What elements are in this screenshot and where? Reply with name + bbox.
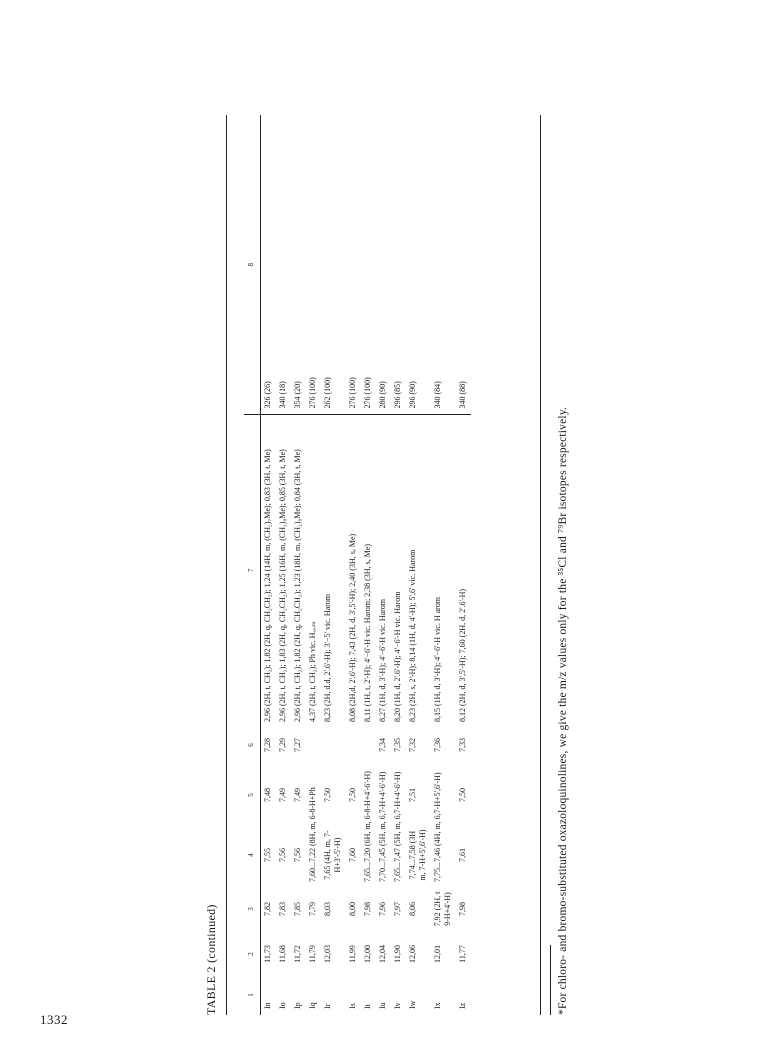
table-row (306, 115, 321, 1015)
column-header: 3 (244, 885, 261, 933)
value-cell: 7,60 (348, 848, 357, 862)
value-cell: 7,85 (293, 902, 302, 916)
value-cell: 7,36 (433, 738, 442, 752)
landscape-table-region (160, 115, 620, 1015)
page-number: 1332 (40, 1012, 68, 1027)
value-cell: 11,99 (348, 945, 357, 963)
value-cell: 7,98 (363, 902, 372, 916)
compound-cell: Iq (308, 1002, 317, 1009)
mz-cell: 326 (26) (261, 115, 277, 415)
compound-cell: Iv (393, 1002, 402, 1009)
value-cell: 7,28 (263, 738, 272, 752)
value-cell: 7,27 (293, 738, 302, 752)
value-cell: 7,92 (2H, t 9-H+4'-H) (433, 891, 452, 927)
compound-cell: Iw (408, 1000, 417, 1009)
compound-cell: Ir (323, 1003, 332, 1009)
compound-cell: It (363, 1004, 372, 1009)
mz-cell: 276 (100) (361, 115, 376, 415)
value-cell: 11,73 (263, 945, 272, 963)
compound-cell: Io (278, 1002, 287, 1009)
table-row (291, 115, 306, 1015)
value-cell: 7,74...7,58 (3H m, 7-H+5',6'-H) (408, 829, 427, 881)
value-cell: 7,50 (323, 788, 332, 802)
spanning-value-cell: 7,65...7,20 (6H, m, 6-8-H+4'-6'-H) (363, 771, 372, 882)
table-row (261, 115, 277, 1015)
mz-cell: 340 (18) (276, 115, 291, 415)
column-header: 5 (244, 765, 261, 825)
nmr-cell: 8,23 (2H, d.d, 2'.6'-H); 3'−5' vic. Harom (323, 593, 332, 722)
value-cell: 11,77 (458, 945, 467, 963)
table-row (276, 115, 291, 1015)
nmr-cell: 2,96 (2H, t, CH₂); 1,83 (2H, q, CH₂CH₂); 1,25 (16H, m, (CH₂)₈Me); 0,85 (3H, t, Me) (278, 449, 287, 722)
mz-cell: 262 (100) (321, 115, 346, 415)
column-header: 2 (244, 933, 261, 975)
footnote: *For chloro- and bromo-substituted oxazoloquinolines, we give the m/z values only for the ³⁵Cl and ⁷⁹Br isotopes respectively. (557, 406, 569, 1015)
spanning-value-cell: 7,60...7,22 (8H, m, 6-8-H+Ph (308, 787, 317, 882)
nmr-cell: 8,27 (1H, d, 3'-H); 4'−6'-H vic. Harom (378, 598, 387, 722)
table-row (391, 115, 406, 1015)
value-cell (346, 725, 361, 765)
mz-cell: 296 (90) (406, 115, 431, 415)
compound-cell: Iu (378, 1002, 387, 1009)
value-cell: 12,03 (323, 945, 332, 963)
value-cell: 7,96 (378, 902, 387, 916)
value-cell: 7,82 (263, 902, 272, 916)
table-caption: TABLE 2 (continued) (204, 904, 218, 1015)
value-cell: 11,79 (308, 945, 317, 963)
spanning-value-cell: 7,70...7,45 (5H, m, 6,7-H+4'-6'-H) (378, 771, 387, 882)
value-cell: 8,03 (323, 902, 332, 916)
column-header: 6 (244, 725, 261, 765)
mz-cell: 340 (88) (456, 115, 471, 415)
mz-cell: 276 (100) (306, 115, 321, 415)
table-row (321, 115, 346, 1015)
value-cell: 12,00 (363, 945, 372, 963)
value-cell: 7,97 (393, 902, 402, 916)
value-cell: 7,33 (458, 738, 467, 752)
nmr-cell: 8,08 (2H,d, 2'.6'-H); 7,43 (2H, d, 3',5'-H); 2,40 (3H, s, Me) (348, 533, 357, 722)
value-cell: 11,90 (393, 945, 402, 963)
value-cell: 8,06 (408, 902, 417, 916)
nmr-cell: 2,96 (2H, t, CH₂); 1,82 (2H, q, CH₂CH₂); 1,23 (18H, m, (CH₂)₉Me); 0,84 (3H, t, Me) (293, 449, 302, 722)
table-row (361, 115, 376, 1015)
value-cell: 7,32 (408, 738, 417, 752)
value-cell: 7,48 (263, 788, 272, 802)
table-row (406, 115, 431, 1015)
column-header: 8 (244, 115, 261, 415)
value-cell: 7,79 (308, 902, 317, 916)
value-cell: 12,01 (433, 945, 442, 963)
nmr-cell: 8,15 (1H, d, 3'-H); 4'−6'-H vic. H arom (433, 596, 442, 722)
value-cell: 7,34 (378, 738, 387, 752)
value-cell: 7,49 (278, 788, 287, 802)
spanning-value-cell: 7,75...7,46 (4H, m, 6,7-H+5',6'-H) (433, 772, 442, 882)
table-row (431, 115, 456, 1015)
footnote-rule (550, 945, 551, 1015)
nmr-cell: 8,20 (1H, d, 2'.6'-H); 4'−6'-H vic. Harom (393, 591, 402, 722)
value-cell: 8,00 (348, 902, 357, 916)
compound-cell: Is (348, 1003, 357, 1009)
column-header: 4 (244, 825, 261, 885)
top-rule (226, 115, 227, 1015)
value-cell: 7,50 (458, 788, 467, 802)
table-row (376, 115, 391, 1015)
value-cell: 7,56 (278, 848, 287, 862)
value-cell: 7,98 (458, 902, 467, 916)
value-cell: 7,35 (393, 738, 402, 752)
nmr-cell: 8,11 (1H, t, 2'-H); 4'−6'-H vic. Harom; 2,38 (3H, s, Me) (363, 543, 372, 722)
nmr-cell: 4,37 (2H, t, CH₂); Ph vic. Hₐᵣₒₘ (308, 621, 317, 722)
compound-cell: Ip (293, 1002, 302, 1009)
value-cell: 7,61 (458, 848, 467, 862)
compound-cell: In (263, 1002, 272, 1009)
compound-cell: Ix (433, 1002, 442, 1009)
value-cell: 7,55 (263, 848, 272, 862)
mz-cell: 280 (90) (376, 115, 391, 415)
spanning-value-cell: 7,65...7,47 (5H, m, 6,7-H+4'-6'-H) (393, 771, 402, 882)
nmr-cell: 2,96 (2H, t, CH₂); 1,82 (2H, q, CH₂CH₂); 1,24 (14H, m, (CH₂)₇Me); 0,83 (3H, t, Me) (263, 449, 272, 722)
mz-cell: 296 (85) (391, 115, 406, 415)
bottom-rule (540, 115, 541, 1015)
column-header: 1 (244, 975, 261, 1015)
compound-cell: Iz (458, 1002, 467, 1009)
mz-cell: 276 (100) (346, 115, 361, 415)
table-header-row (244, 115, 261, 1015)
value-cell: 7,56 (293, 848, 302, 862)
table-row (456, 115, 471, 1015)
nmr-cell: 8,23 (2H, s, 2'-H); 8,14 (1H, d, 4'-H); 5',6' vic. Harom (408, 549, 417, 722)
value-cell: 11,68 (278, 945, 287, 963)
value-cell: 7,49 (293, 788, 302, 802)
value-cell: 7,83 (278, 902, 287, 916)
nmr-cell: 8,12 (2H, d, 3',5'-H); 7,60 (2H, d, 2'.6'-H) (458, 588, 467, 722)
value-cell: 12,06 (408, 945, 417, 963)
mz-cell: 340 (84) (431, 115, 456, 415)
value-cell: 11,72 (293, 945, 302, 963)
mz-cell: 354 (20) (291, 115, 306, 415)
value-cell: 7,65 (4H, m, 7-H+3'-5'-H) (323, 830, 342, 880)
rotated-table-frame (160, 115, 620, 1015)
column-header: 7 (244, 415, 261, 725)
data-table (244, 115, 471, 1015)
value-cell: 12,04 (378, 945, 387, 963)
value-cell: 7,51 (408, 788, 417, 802)
value-cell: 7,50 (348, 788, 357, 802)
table-row (346, 115, 361, 1015)
value-cell: 7,29 (278, 738, 287, 752)
value-cell (321, 725, 346, 765)
